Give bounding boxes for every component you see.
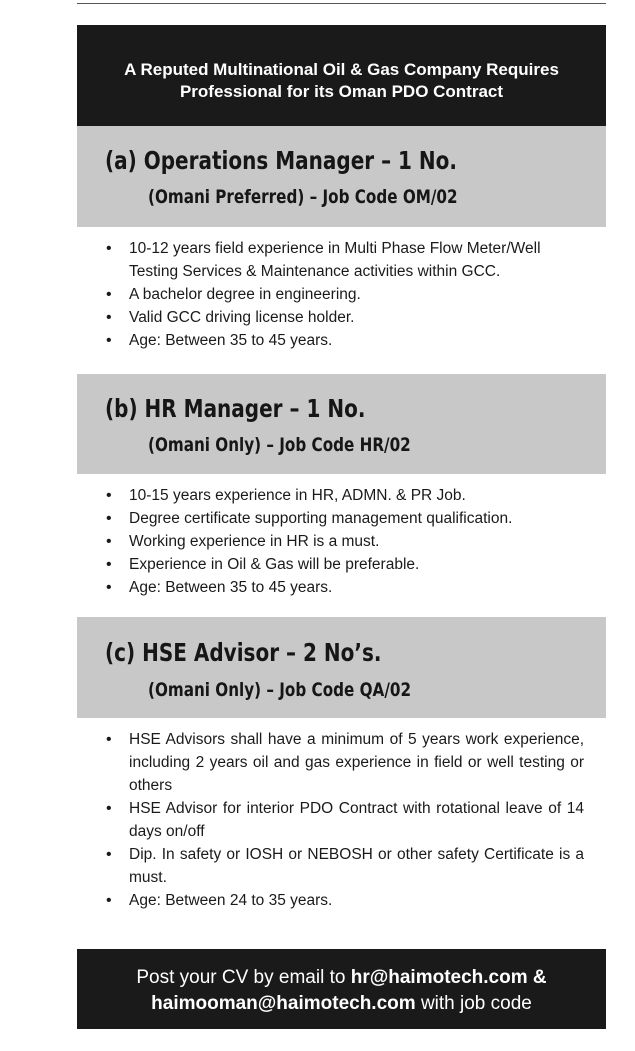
requirement-item: • Dip. In safety or IOSH or NEBOSH or other safety Certificate is a must. (77, 843, 584, 889)
requirement-item: • Experience in Oil & Gas will be preferable. (77, 553, 584, 576)
requirement-item: • Degree certificate supporting management qualification. (77, 507, 584, 530)
top-rule (77, 3, 606, 4)
header-line-1: A Reputed Multinational Oil & Gas Company Requires (124, 60, 559, 79)
ad-footer (77, 953, 606, 1029)
requirement-item: • Working experience in HR is a must. (77, 530, 584, 553)
position-a-requirements (77, 227, 606, 374)
footer-joiner: & (532, 967, 547, 988)
position-c-title: (c) HSE Advisor – 2 No’s. (105, 638, 382, 667)
requirement-item: • HSE Advisors shall have a minimum of 5 years work experience, including 2 years oil and gas experience in field or well testing or others (77, 728, 584, 797)
position-a-title: (a) Operations Manager – 1 No. (105, 146, 458, 175)
email-link-haimooman[interactable]: haimooman@haimotech.com (151, 993, 416, 1014)
requirement-item: • Age: Between 35 to 45 years. (77, 329, 584, 352)
requirement-item: • HSE Advisor for interior PDO Contract with rotational leave of 14 days on/off (77, 797, 584, 843)
position-a-title-band (77, 126, 606, 227)
footer-prefix: Post your CV by email to (136, 967, 346, 988)
position-b-requirements (77, 474, 606, 617)
job-advertisement (77, 25, 606, 1029)
ad-header (77, 25, 606, 126)
header-line-2: Professional for its Oman PDO Contract (179, 82, 504, 101)
footer-line-2 (77, 991, 606, 1016)
position-a-subtitle: (Omani Preferred) – Job Code OM/02 (148, 186, 458, 208)
requirement-item: • Valid GCC driving license holder. (77, 306, 584, 329)
position-b-title-band (77, 374, 606, 474)
position-c-subtitle: (Omani Only) – Job Code QA/02 (148, 679, 412, 701)
position-b-subtitle: (Omani Only) – Job Code HR/02 (148, 434, 411, 456)
requirement-item: • A bachelor degree in engineering. (77, 283, 584, 306)
position-b-title: (b) HR Manager – 1 No. (105, 394, 366, 423)
footer-line-1 (77, 965, 606, 990)
position-c-title-band (77, 617, 606, 718)
requirement-item: • Age: Between 24 to 35 years. (77, 889, 584, 912)
requirement-item: • 10-15 years experience in HR, ADMN. & PR Job. (77, 484, 584, 507)
requirement-item: • 10-12 years field experience in Multi Phase Flow Meter/Well Testing Services & Maintenance activities within GCC. (77, 237, 584, 283)
position-c-requirements (77, 718, 606, 949)
requirement-item: • Age: Between 35 to 45 years. (77, 576, 584, 599)
email-link-hr[interactable]: hr@haimotech.com (350, 967, 528, 988)
footer-suffix: with job code (420, 993, 532, 1014)
